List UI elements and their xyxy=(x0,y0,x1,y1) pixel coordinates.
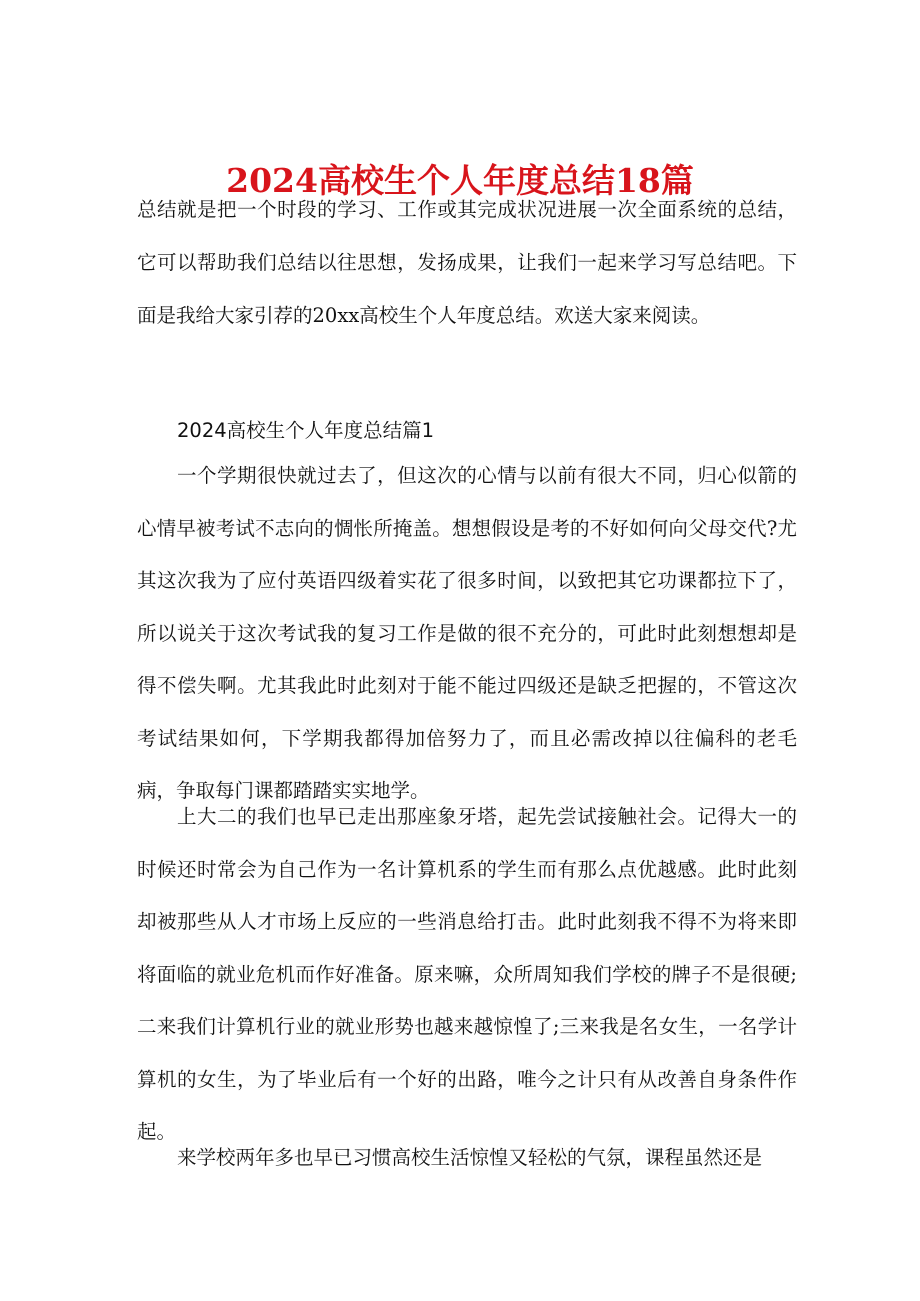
intro-paragraph: 总结就是把一个时段的学习、工作或其完成状况进展一次全面系统的总结，它可以帮助我们总结以往思想，发扬成果，让我们一起来学习写总结吧。下面是我给大家引荐的20xx高校生个人年度总结。欢送大家来阅读。 xyxy=(137,198,797,327)
section-heading: 2024高校生个人年度总结篇1 xyxy=(177,419,435,442)
document-title: 2024高校生个人年度总结18篇 xyxy=(226,161,694,201)
body-paragraph-1: 一个学期很快就过去了，但这次的心情与以前有很大不同，归心似箭的心情早被考试不志向的惆怅所掩盖。想想假设是考的不好如何向父母交代?尤其这次我为了应付英语四级着实花了很多时间，以致把其它功课都拉下了，所以说关于这次考试我的复习工作是做的很不充分的，可此时此刻想想却是得不偿失啊。尤其我此时此刻对于能不能过四级还是缺乏把握的，不管这次考试结果如何，下学期我都得加倍努力了，而且必需改掉以往偏科的老毛病，争取每门课都踏踏实实地学。 xyxy=(137,464,797,802)
body-paragraph-2: 上大二的我们也早已走出那座象牙塔，起先尝试接触社会。记得大一的时候还时常会为自己作为一名计算机系的学生而有那么点优越感。此时此刻却被那些从人才市场上反应的一些消息给打击。此时此刻我不得不为将来即将面临的就业危机而作好准备。原来嘛，众所周知我们学校的牌子不是很硬;二来我们计算机行业的就业形势也越来越惊惶了;三来我是名女生，一名学计算机的女生，为了毕业后有一个好的出路，唯今之计只有从改善自身条件作起。 xyxy=(137,805,797,1143)
body-paragraph-3: 来学校两年多也早已习惯高校生活惊惶又轻松的气氛，课程虽然还是 xyxy=(177,1146,763,1169)
